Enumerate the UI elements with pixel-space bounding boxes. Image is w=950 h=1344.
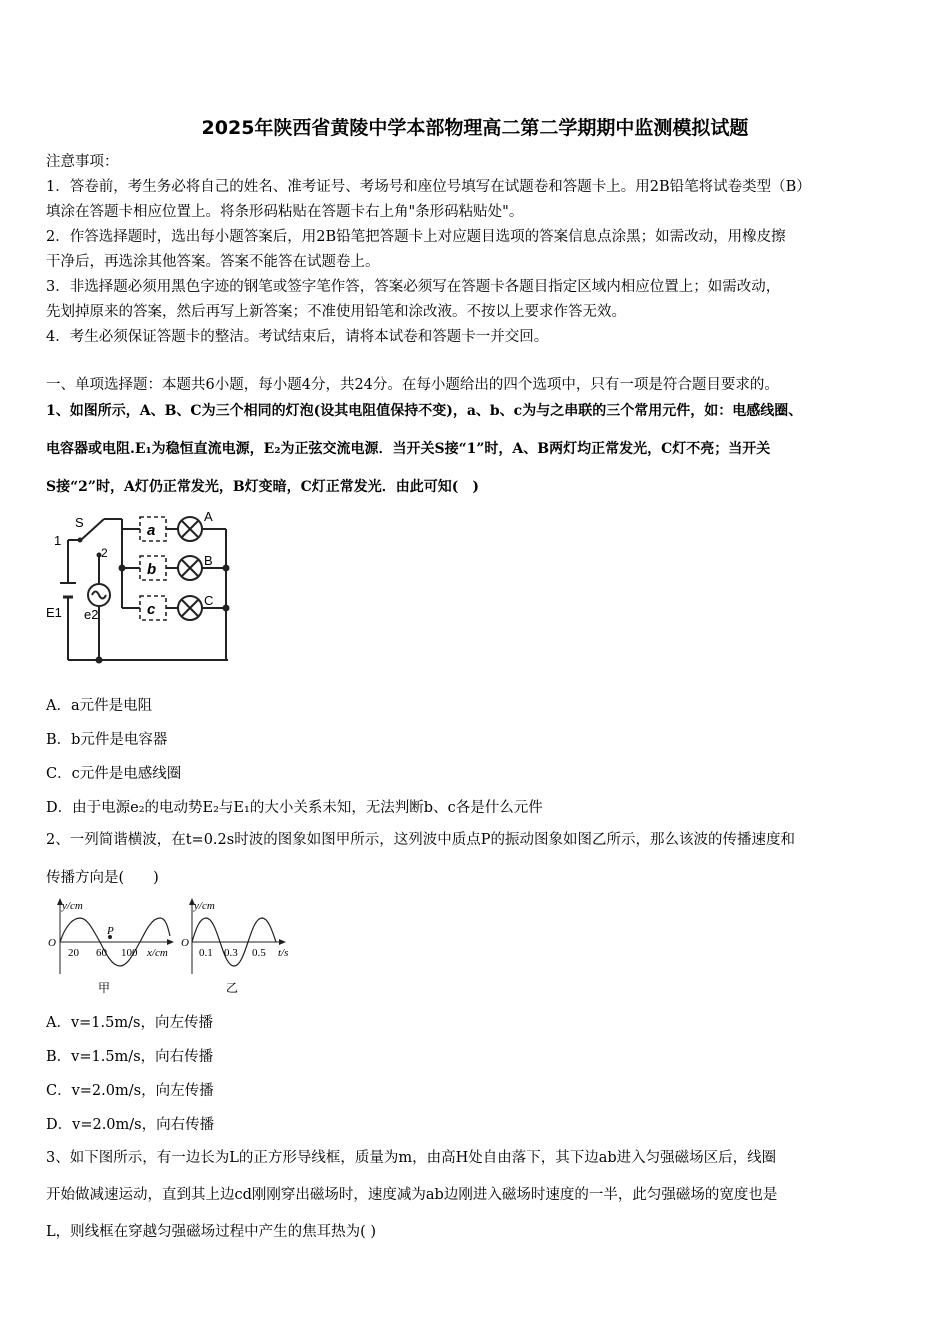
notice-heading: 注意事项： [46,154,119,170]
yi-tick: 0.3 [224,947,238,959]
notice-line: 填涂在答题卡相应位置上。将条形码粘贴在答题卡右上角"条形码粘贴处"。 [46,204,524,220]
q3-stem-line: 3、如下图所示，有一边长为L的正方形导线框，质量为m，由高H处自由落下，其下边ab进入匀强磁场区后，线圈 [46,1150,777,1166]
fig-label-a: a [147,522,156,539]
fig-label-e1: E1 [46,605,62,620]
q2-vibration-graph-yi [180,896,300,998]
jia-caption: 甲 [98,981,111,995]
q1-option-c: C．c元件是电感线圈 [46,766,182,782]
fig-label-e2: e2 [84,607,99,622]
q2-option-d: D．v=2.0m/s，向右传播 [46,1117,215,1133]
q1-option-a: A．a元件是电阻 [46,698,153,714]
q2-wave-graph-jia [44,896,184,998]
q2-stem-line: 2、一列简谐横波，在t=0.2s时波的图象如图甲所示，这列波中质点P的振动图象如图乙所示，那么该波的传播速度和 [46,832,795,848]
page-title: 2025年陕西省黄陵中学本部物理高二第二学期期中监测模拟试题 [201,117,749,139]
q1-stem-line: S接“2”时，A灯仍正常发光，B灯变暗，C灯正常发光．由此可知( ) [46,479,480,495]
fig-label-c: c [147,601,156,618]
fig-label-2: 2 [101,546,108,560]
q3-stem-line: L，则线框在穿越匀强磁场过程中产生的焦耳热为( ) [46,1224,377,1240]
jia-origin: O [48,937,56,949]
q2-option-b: B．v=1.5m/s，向右传播 [46,1049,214,1065]
yi-origin: O [181,937,189,949]
notice-line: 3．非选择题必须用黑色字迹的钢笔或签字笔作答，答案必须写在答题卡各题目指定区域内相应位置上；如需改动， [46,279,781,295]
jia-point-p: P [107,925,114,937]
fig-label-lamp-b: B [204,553,213,568]
jia-tick: 60 [96,947,107,959]
jia-xlabel: x/cm [147,947,168,959]
q2-option-a: A．v=1.5m/s，向左传播 [46,1015,213,1031]
q3-stem-line: 开始做减速运动，直到其上边cd刚刚穿出磁场时，速度减为ab边刚进入磁场时速度的一半，此匀强磁场的宽度也是 [46,1187,778,1203]
fig-label-lamp-c: C [204,593,214,608]
jia-ylabel: y/cm [62,900,83,912]
yi-caption: 乙 [226,981,239,995]
jia-tick: 20 [68,947,79,959]
fig-label-lamp-a: A [204,509,213,524]
fig-label-b: b [147,561,157,578]
yi-tick: 0.1 [199,947,213,959]
notice-line: 1．答卷前，考生务必将自己的姓名、准考证号、考场号和座位号填写在试题卷和答题卡上。用2B铅笔将试卷类型（B） [46,179,811,195]
yi-ylabel: y/cm [194,900,215,912]
q1-stem-line: 1、如图所示，A、B、C为三个相同的灯泡(设其电阻值保持不变)，a、b、c为与之串联的三个常用元件，如：电感线圈、 [46,403,803,419]
fig-label-s: S [75,515,84,530]
yi-xlabel: t/s [278,947,289,959]
q1-option-b: B．b元件是电容器 [46,732,168,748]
q1-option-d: D．由于电源e₂的电动势E₂与E₁的大小关系未知，无法判断b、c各是什么元件 [46,800,543,816]
notice-line: 4．考生必须保证答题卡的整洁。考试结束后，请将本试卷和答题卡一并交回。 [46,329,549,345]
q2-option-c: C．v=2.0m/s，向左传播 [46,1083,214,1099]
fig-label-1: 1 [54,533,62,548]
notice-line: 先划掉原来的答案，然后再写上新答案；不准使用铅笔和涂改液。不按以上要求作答无效。 [46,304,626,320]
q1-circuit-diagram [44,505,234,665]
notice-line: 干净后，再选涂其他答案。答案不能答在试题卷上。 [46,254,380,270]
jia-tick: 100 [121,947,138,959]
yi-tick: 0.5 [252,947,266,959]
notice-line: 2．作答选择题时，选出每小题答案后，用2B铅笔把答题卡上对应题目选项的答案信息点涂黑；如需改动，用橡皮擦 [46,229,786,245]
q1-stem-line: 电容器或电阻.E₁为稳恒直流电源，E₂为正弦交流电源．当开关S接“1”时，A、B两灯均正常发光，C灯不亮；当开关 [46,441,771,457]
section-heading: 一、单项选择题：本题共6小题，每小题4分，共24分。在每小题给出的四个选项中，只有一项是符合题目要求的。 [46,377,779,393]
q2-stem-line: 传播方向是( ) [46,870,159,886]
